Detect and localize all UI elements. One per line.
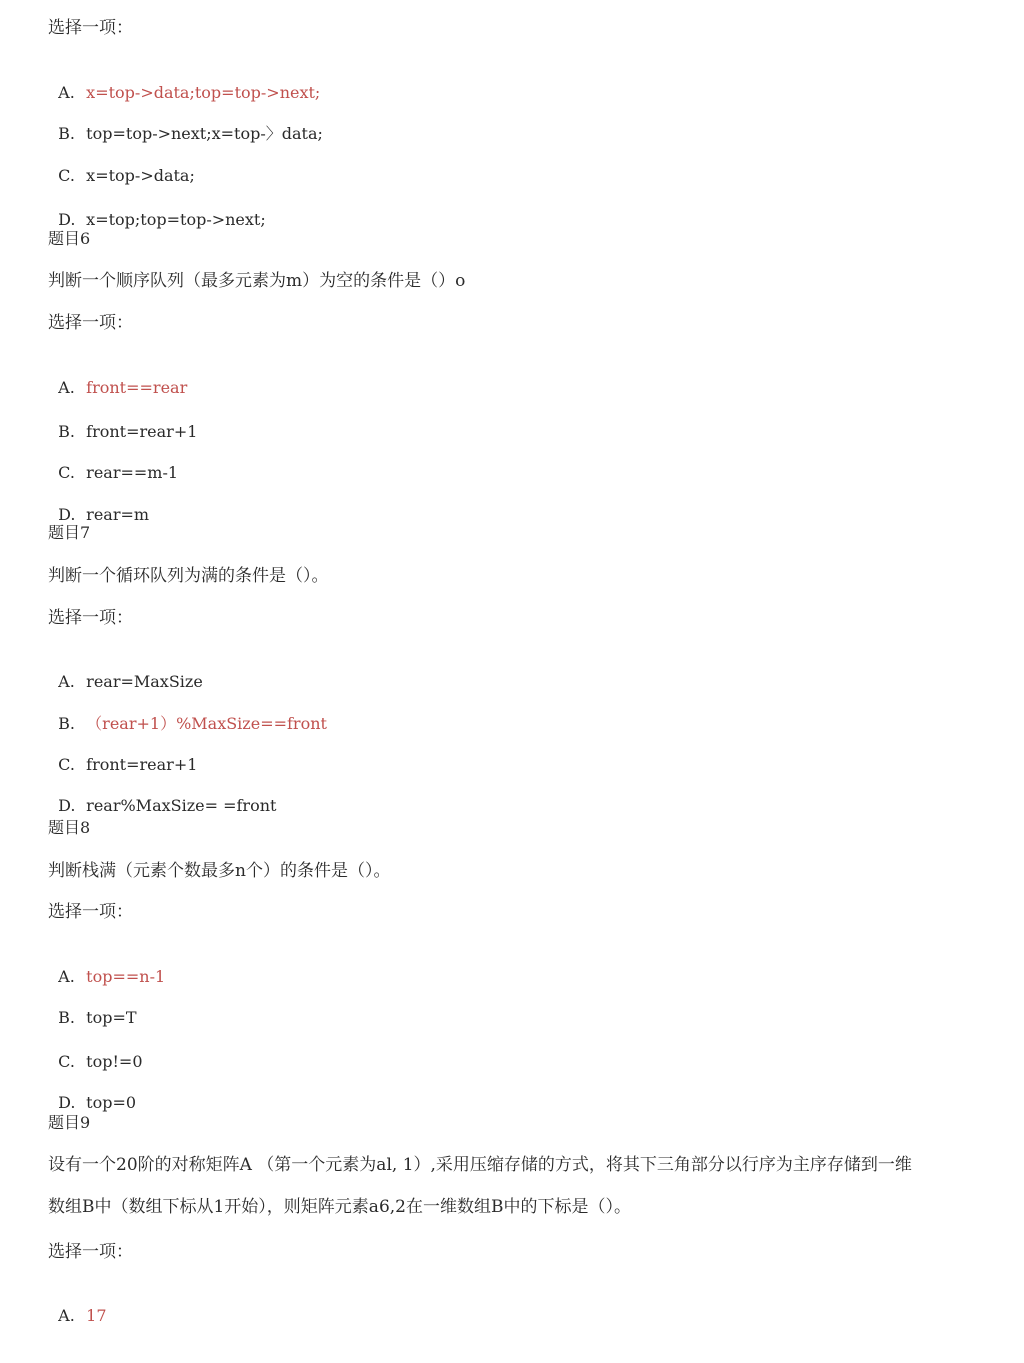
option-letter: A. <box>58 378 75 397</box>
option-letter: B. <box>58 422 76 441</box>
q5-option-b[interactable] <box>48 101 323 143</box>
option-text: front=rear+1 <box>86 422 198 441</box>
option-text: x=top;top=top->next; <box>86 210 266 229</box>
option-text: front==rear <box>86 378 188 397</box>
q8-prompt: 选择一项： <box>48 902 133 922</box>
q6-title: 题目6 <box>48 229 91 248</box>
option-letter: C. <box>58 1052 75 1071</box>
q7-text: 判断一个循环队列为满的条件是（）。 <box>48 566 329 586</box>
q8-text: 判断栈满（元素个数最多n个）的条件是（）。 <box>48 861 391 881</box>
option-letter: A. <box>58 1306 75 1325</box>
q6-text: 判断一个顺序队列（最多元素为m）为空的条件是（）o <box>48 271 466 291</box>
option-text: rear=MaxSize <box>86 672 203 691</box>
q9-prompt: 选择一项： <box>48 1242 133 1262</box>
option-letter: C. <box>58 755 75 774</box>
option-text: top=T <box>86 1008 137 1027</box>
option-text: top=0 <box>86 1093 137 1112</box>
option-letter: D. <box>58 505 76 524</box>
option-letter: D. <box>58 210 76 229</box>
option-text: 17 <box>86 1306 107 1325</box>
q6-prompt: 选择一项： <box>48 313 133 333</box>
q9-option-a[interactable] <box>48 1283 107 1325</box>
option-text: （rear+1）%MaxSize==front <box>86 714 327 733</box>
q7-prompt: 选择一项： <box>48 608 133 628</box>
option-letter: A. <box>58 967 75 986</box>
option-letter: A. <box>58 672 75 691</box>
option-letter: B. <box>58 1008 76 1027</box>
q8-option-b[interactable] <box>48 985 137 1027</box>
q7-option-d[interactable] <box>48 773 277 815</box>
option-letter: C. <box>58 463 75 482</box>
option-letter: B. <box>58 714 76 733</box>
option-text: x=top->data;top=top->next; <box>86 83 321 102</box>
q7-title: 题目7 <box>48 523 91 542</box>
option-text: x=top->data; <box>86 166 195 185</box>
q7-option-c[interactable] <box>48 732 198 774</box>
option-text: rear%MaxSize= =front <box>86 796 277 815</box>
option-letter: C. <box>58 166 75 185</box>
option-text: rear==m-1 <box>86 463 179 482</box>
q8-option-d[interactable] <box>48 1070 137 1112</box>
q8-title: 题目8 <box>48 818 91 837</box>
q9-text-line2: 数组B中（数组下标从1开始），则矩阵元素a6,2在一维数组B中的下标是（）。 <box>48 1197 631 1217</box>
option-letter: A. <box>58 83 75 102</box>
q5-option-c[interactable] <box>48 143 195 185</box>
option-text: top=top->next;x=top-〉data; <box>86 124 323 143</box>
q5-option-a[interactable] <box>48 60 321 102</box>
q9-text-line1: 设有一个20阶的对称矩阵A （第一个元素为al, 1）,采用压缩存储的方式，将其下三角部分以行序为主序存储到一维 <box>48 1155 912 1175</box>
q6-option-a[interactable] <box>48 355 188 397</box>
q7-option-b[interactable] <box>48 691 327 733</box>
q6-option-c[interactable] <box>48 440 179 482</box>
q5-option-d[interactable] <box>48 187 266 229</box>
q6-option-b[interactable] <box>48 399 198 441</box>
q8-option-a[interactable] <box>48 944 166 986</box>
q8-option-c[interactable] <box>48 1029 143 1071</box>
option-letter: D. <box>58 796 76 815</box>
option-text: top!=0 <box>86 1052 143 1071</box>
q5-prompt: 选择一项： <box>48 18 133 38</box>
q6-option-d[interactable] <box>48 482 150 524</box>
option-text: front=rear+1 <box>86 755 198 774</box>
q7-option-a[interactable] <box>48 649 203 691</box>
option-letter: B. <box>58 124 76 143</box>
q9-title: 题目9 <box>48 1113 91 1132</box>
option-text: rear=m <box>86 505 150 524</box>
option-text: top==n-1 <box>86 967 166 986</box>
option-letter: D. <box>58 1093 76 1112</box>
